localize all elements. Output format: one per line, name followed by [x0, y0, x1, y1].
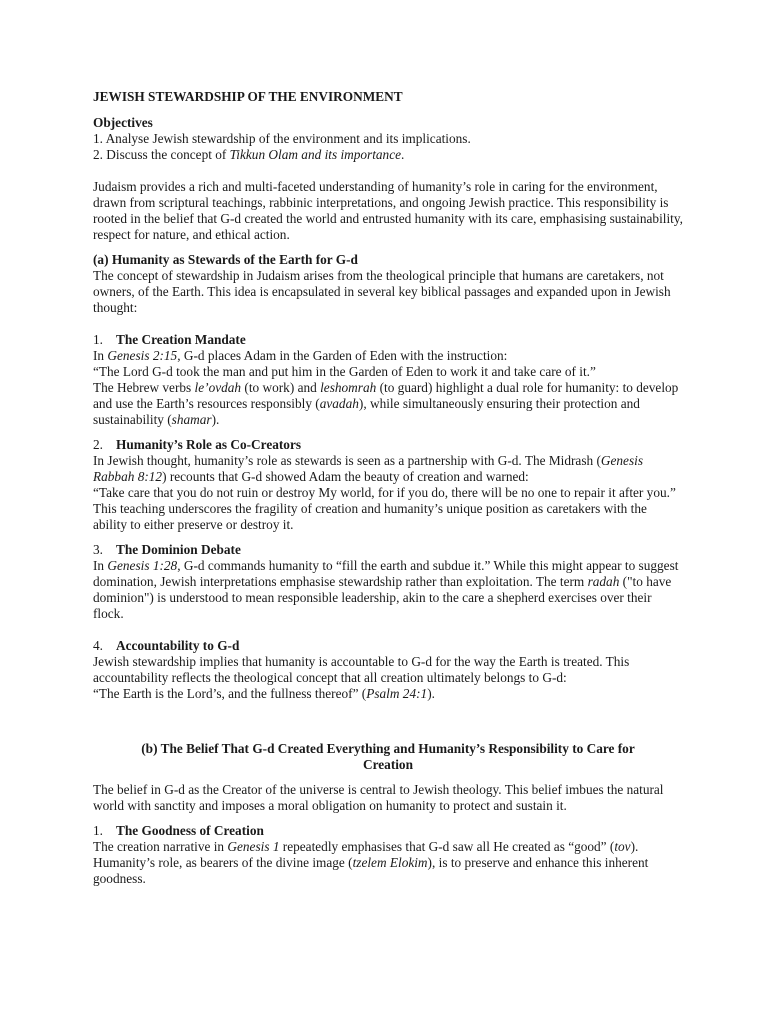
- intro-paragraph: Judaism provides a rich and multi-faceted understanding of humanity’s role in caring for the environment, drawn from scriptural teachings, rabbinic interpretations, and ongoing Jewish practice. This responsibility is rooted in the belief that G-d created the world and entrusted humanity with its care, emphasising sustainability, respect for nature, and ethical action.: [93, 179, 683, 242]
- section-b-intro: The belief in G-d as the Creator of the universe is central to Jewish theology. This belief imbues the natural world with sanctity and imposes a moral obligation on humanity to protect and sustain it.: [93, 782, 664, 813]
- objectives-block: [93, 115, 683, 163]
- section-b: [93, 741, 683, 887]
- section-a-item-1: [93, 332, 683, 428]
- section-a-heading: (a) Humanity as Stewards of the Earth for G-d: [93, 252, 358, 267]
- item-quote: “The Lord G-d took the man and put him in the Garden of Eden to work it and take care of it.”: [93, 364, 596, 379]
- item-paragraph: In Jewish thought, humanity’s role as stewards is seen as a partnership with G-d. The Midrash (Genesis Rabbah 8:12) recounts that G-d showed Adam the beauty of creation and warned:: [93, 453, 644, 484]
- item-heading: 1. The Creation Mandate: [93, 332, 246, 347]
- item-heading: 3. The Dominion Debate: [93, 542, 241, 557]
- item-paragraph: In Genesis 1:28, G-d commands humanity to “fill the earth and subdue it.” While this might appear to suggest domination, Jewish interpretations emphasise stewardship rather than exploitation. The term radah ("to have dominion") is understood to mean responsible leadership, akin to the care a shepherd exercises over their flock.: [93, 558, 679, 621]
- section-a: [93, 252, 683, 702]
- item-heading: 2. Humanity’s Role as Co-Creators: [93, 437, 302, 452]
- section-b-item-1: [93, 823, 683, 887]
- item-heading: 4. Accountability to G-d: [93, 638, 240, 653]
- objective-2: 2. Discuss the concept of Tikkun Olam and its importance.: [93, 147, 405, 162]
- item-paragraph: Jewish stewardship implies that humanity is accountable to G-d for the way the Earth is treated. This accountability reflects the theological concept that all creation ultimately belongs to G-d:: [93, 654, 630, 685]
- item-heading: 1. The Goodness of Creation: [93, 823, 264, 838]
- item-paragraph: The creation narrative in Genesis 1 repeatedly emphasises that G-d saw all He created as “good” (tov). Humanity’s role, as bearers of the divine image (tzelem Elokim), is to preserve and enhance this inherent goodness.: [93, 839, 649, 886]
- section-b-heading: (b) The Belief That G-d Created Everything and Humanity’s Responsibility to Care for Creation: [141, 741, 635, 772]
- section-a-item-2: [93, 437, 683, 533]
- item-line: In Genesis 2:15, G-d places Adam in the Garden of Eden with the instruction:: [93, 348, 508, 363]
- item-paragraph: This teaching underscores the fragility of creation and humanity’s unique position as caretakers with the ability to either preserve or destroy it.: [93, 501, 647, 532]
- item-quote: “The Earth is the Lord’s, and the fullness thereof” (Psalm 24:1).: [93, 686, 435, 701]
- item-paragraph: The Hebrew verbs le’ovdah (to work) and leshomrah (to guard) highlight a dual role for humanity: to develop and use the Earth’s resources responsibly (avadah), while simultaneously ensuring their protection and sustainability (shamar).: [93, 380, 679, 427]
- objectives-heading: Objectives: [93, 115, 153, 130]
- document-page: [93, 88, 683, 887]
- section-a-item-3: [93, 542, 683, 622]
- objective-1: 1. Analyse Jewish stewardship of the environment and its implications.: [93, 131, 471, 146]
- section-a-item-4: [93, 638, 683, 702]
- section-a-intro: The concept of stewardship in Judaism arises from the theological principle that humans are caretakers, not owners, of the Earth. This idea is encapsulated in several key biblical passages and expanded upon in Jewish thought:: [93, 268, 671, 315]
- item-quote: “Take care that you do not ruin or destroy My world, for if you do, there will be no one to repair it after you.”: [93, 485, 676, 500]
- document-title: JEWISH STEWARDSHIP OF THE ENVIRONMENT: [93, 89, 403, 104]
